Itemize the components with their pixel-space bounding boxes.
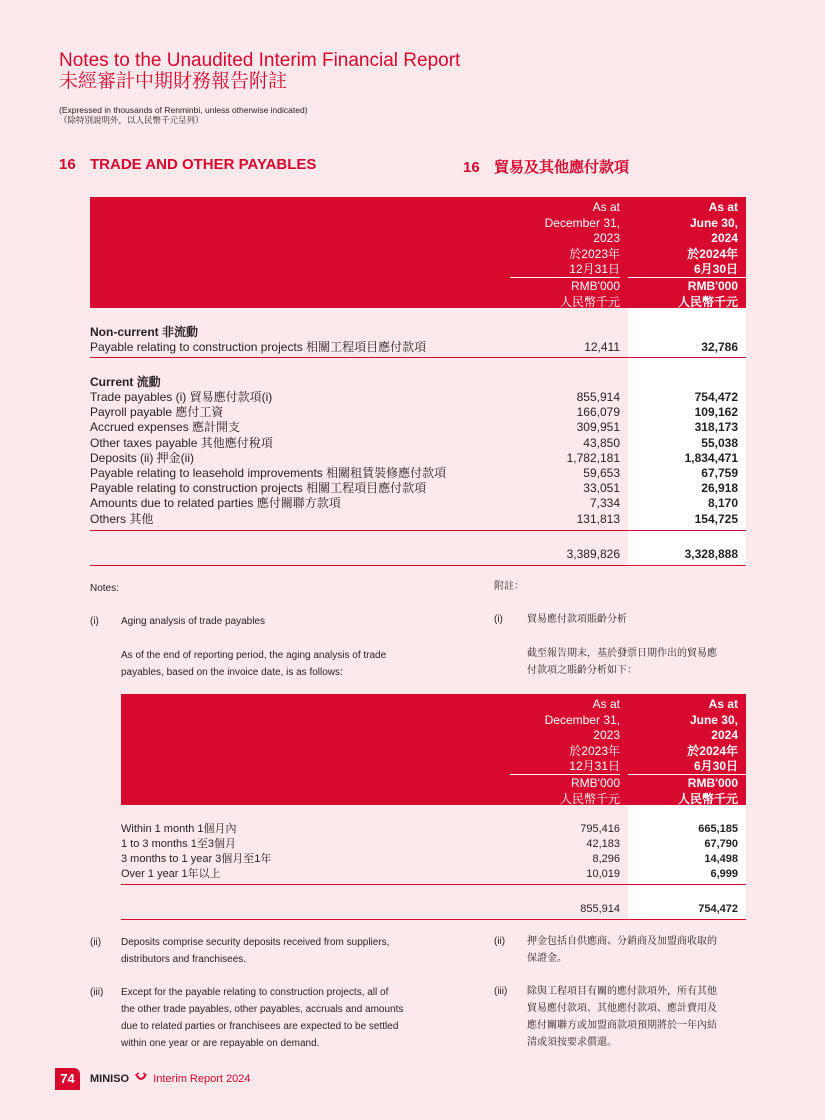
table-row [90, 451, 746, 466]
text-line: As of the end of reporting period, the aging analysis of trade [121, 650, 387, 661]
note-i-text-en [121, 647, 386, 681]
section-title-en: TRADE AND OTHER PAYABLES [90, 156, 317, 173]
divider [90, 357, 746, 358]
hdr-unit: RMB'000 [571, 776, 620, 790]
text-line: 清或須按要求償還。 [527, 1037, 617, 1048]
table-row [90, 466, 746, 481]
text-line: 應付關聯方或加盟商款項預期將於一年內結 [527, 1020, 717, 1031]
text-line: Deposits comprise security deposits received from suppliers, [121, 937, 390, 948]
total-2024: 3,328,888 [684, 547, 738, 561]
section-heading-en [59, 156, 316, 173]
row-value-2023: 131,813 [576, 511, 620, 526]
hdr-year-cn: 於2024年 [687, 743, 738, 758]
text-line: 押金包括自供應商、分銷商及加盟商收取的 [527, 936, 717, 947]
hdr-date: June 30, [689, 712, 738, 727]
section-heading-cn [463, 156, 629, 177]
table-row [121, 852, 746, 867]
row-value-2023: 59,653 [583, 465, 620, 480]
hdr-divider [510, 774, 620, 775]
hdr-year-cn: 於2023年 [569, 246, 620, 261]
row-label: Accrued expenses 應計開支 [90, 420, 241, 435]
current-rows [90, 390, 746, 527]
note-iii-marker-cn: (iii) [494, 986, 508, 997]
hdr-unit: RMB'000 [687, 776, 738, 790]
hdr-date-cn: 12月31日 [569, 262, 620, 276]
table-row [90, 512, 746, 527]
note-i-title-cn: 貿易應付款項賬齡分析 [527, 614, 627, 625]
notes-label-en: Notes: [90, 583, 119, 594]
hdr-year: 2023 [593, 231, 620, 245]
column-header-2023 [510, 200, 620, 278]
hdr-date-cn: 12月31日 [569, 759, 620, 773]
section-number-cn: 16 [463, 159, 480, 176]
section-title-cn: 貿易及其他應付款項 [494, 159, 630, 176]
table-row [90, 496, 746, 511]
divider [90, 530, 746, 531]
text-line: 貿易應付款項、其他應付款項、應計費用及 [527, 1003, 717, 1014]
page-title-en: Notes to the Unaudited Interim Financial Report [59, 50, 461, 71]
divider [121, 919, 746, 920]
table-row [90, 436, 746, 451]
divider [121, 884, 746, 885]
row-value-2024: 318,173 [694, 420, 738, 435]
row-value-2024: 8,170 [707, 496, 738, 511]
hdr-as-at: As at [592, 200, 620, 214]
note-iii-text-cn [527, 983, 717, 1051]
table-row [121, 867, 746, 882]
table-row [121, 837, 746, 852]
hdr-date: June 30, [689, 215, 738, 230]
note-i-title-en: Aging analysis of trade payables [121, 616, 265, 627]
row-value-2023: 1,782,181 [566, 450, 620, 465]
text-line: within one year or are repayable on demand. [121, 1038, 320, 1049]
row-label: 3 months to 1 year 3個月至1年 [121, 853, 272, 865]
report-name: Interim Report 2024 [153, 1073, 251, 1085]
page-number: 74 [55, 1068, 80, 1090]
row-label: Trade payables (i) 貿易應付款項(i) [90, 390, 273, 404]
text-line: 付款項之賬齡分析如下： [527, 665, 637, 676]
row-value-2024: 1,834,471 [684, 450, 738, 465]
row-label: Others 其他 [90, 511, 154, 526]
notes-label-cn: 附註： [494, 581, 524, 592]
current-heading: Current 流動 [90, 375, 161, 389]
text-line: payables, based on the invoice date, is as follows: [121, 667, 343, 678]
hdr-year: 2023 [593, 728, 620, 742]
hdr-year: 2024 [711, 231, 738, 245]
text-line: the other trade payables, other payables, accruals and amounts [121, 1004, 404, 1015]
note-i-marker: (i) [90, 616, 99, 627]
noncurrent-row-label: Payable relating to construction projects 相關工程項目應付款項 [90, 340, 427, 354]
row-value-2023: 43,850 [583, 435, 620, 450]
hdr-divider [510, 277, 620, 278]
row-label: Over 1 year 1年以上 [121, 868, 221, 880]
expressed-note [59, 105, 308, 125]
table-row [121, 822, 746, 837]
note-ii-marker-cn: (ii) [494, 936, 506, 947]
row-label: Deposits (ii) 押金(ii) [90, 450, 195, 465]
hdr-unit-cn: 人民幣千元 [677, 294, 738, 309]
row-value-2024: 67,759 [701, 465, 738, 480]
row-value-2024: 55,038 [701, 435, 738, 450]
hdr-unit-cn: 人民幣千元 [677, 791, 738, 806]
aging-unit-header-2023 [510, 776, 620, 807]
hdr-unit: RMB'000 [687, 279, 738, 293]
brand-name: MINISO [90, 1073, 130, 1085]
hdr-as-at: As at [592, 697, 620, 711]
row-value-2024: 6,999 [710, 868, 738, 880]
row-value-2023: 8,296 [592, 853, 620, 865]
row-value-2023: 166,079 [576, 405, 620, 420]
hdr-year: 2024 [711, 728, 738, 742]
hdr-as-at: As at [708, 697, 738, 711]
text-line: due to related parties or franchisees are expected to be settled [121, 1021, 399, 1032]
miniso-logo-icon [135, 1072, 147, 1086]
table-row [90, 420, 746, 435]
hdr-divider-2024 [628, 277, 746, 278]
hdr-date-cn: 6月30日 [693, 262, 738, 276]
aging-column-header-2023 [510, 697, 620, 775]
hdr-date: December 31, [544, 712, 620, 727]
unit-header-2024 [628, 279, 738, 310]
hdr-unit: RMB'000 [571, 279, 620, 293]
row-value-2023: 42,183 [586, 838, 620, 850]
row-label: Amounts due to related parties 應付關聯方款項 [90, 496, 341, 511]
aging-total-2023: 855,914 [580, 903, 620, 915]
text-line: 截至報告期末，基於發票日期作出的貿易應 [527, 648, 717, 659]
footer-brand-line [90, 1072, 250, 1086]
note-iii-marker: (iii) [90, 987, 104, 998]
section-number: 16 [59, 156, 76, 173]
text-line: 除與工程項目有關的應付款項外，所有其他 [527, 986, 717, 997]
hdr-date-cn: 6月30日 [693, 759, 738, 773]
row-value-2023: 309,951 [576, 420, 620, 435]
expressed-en: (Expressed in thousands of Renminbi, unless otherwise indicated) [59, 105, 308, 115]
row-label: Payable relating to construction projects 相關工程項目應付款項 [90, 481, 427, 496]
text-line: distributors and franchisees. [121, 954, 247, 965]
divider [90, 565, 746, 566]
noncurrent-heading: Non-current 非流動 [90, 325, 199, 339]
row-value-2024: 754,472 [694, 390, 738, 404]
note-ii-text-cn [527, 933, 717, 967]
row-value-2024: 67,790 [704, 838, 738, 850]
row-value-2024: 154,725 [694, 511, 738, 526]
row-value-2023: 855,914 [576, 390, 620, 404]
row-value-2024: 14,498 [704, 853, 738, 865]
hdr-date: December 31, [544, 215, 620, 230]
noncurrent-row-2023: 12,411 [584, 340, 620, 354]
row-label: Within 1 month 1個月內 [121, 823, 237, 835]
aging-column-header-2024 [628, 697, 738, 775]
column-header-2024 [628, 200, 738, 278]
row-value-2023: 33,051 [583, 481, 620, 496]
note-i-text-cn [527, 645, 717, 679]
row-value-2023: 795,416 [580, 823, 620, 835]
note-iii-text-en [121, 984, 403, 1052]
row-label: Other taxes payable 其他應付稅項 [90, 435, 273, 450]
hdr-as-at: As at [708, 200, 738, 214]
hdr-divider-2024 [628, 774, 746, 775]
text-line: 保證金。 [527, 953, 567, 964]
aging-total-2024: 754,472 [698, 903, 738, 915]
hdr-unit-cn: 人民幣千元 [559, 294, 620, 309]
row-value-2024: 665,185 [698, 823, 738, 835]
row-label: 1 to 3 months 1至3個月 [121, 838, 236, 850]
aging-unit-header-2024 [628, 776, 738, 807]
aging-rows [121, 822, 746, 882]
note-ii-marker: (ii) [90, 937, 102, 948]
noncurrent-row-2024: 32,786 [701, 340, 738, 354]
total-2023: 3,389,826 [566, 547, 620, 561]
row-value-2023: 7,334 [589, 496, 620, 511]
note-ii-text-en [121, 934, 389, 968]
unit-header-2023 [510, 279, 620, 310]
row-value-2024: 26,918 [701, 481, 738, 496]
text-line: Except for the payable relating to construction projects, all of [121, 987, 389, 998]
hdr-year-cn: 於2024年 [687, 246, 738, 261]
row-value-2023: 10,019 [586, 868, 620, 880]
table-row [90, 405, 746, 420]
row-value-2024: 109,162 [694, 405, 738, 420]
row-label: Payroll payable 應付工資 [90, 405, 224, 420]
page-title-cn: 未經審計中期財務報告附註 [59, 71, 288, 92]
expressed-cn: （除特別說明外，以人民幣千元呈列） [59, 115, 204, 125]
hdr-unit-cn: 人民幣千元 [559, 791, 620, 806]
hdr-year-cn: 於2023年 [569, 743, 620, 758]
note-i-marker-cn: (i) [494, 614, 503, 625]
table-row [90, 481, 746, 496]
table-row [90, 390, 746, 405]
row-label: Payable relating to leasehold improvements 相關租賃裝修應付款項 [90, 465, 447, 480]
